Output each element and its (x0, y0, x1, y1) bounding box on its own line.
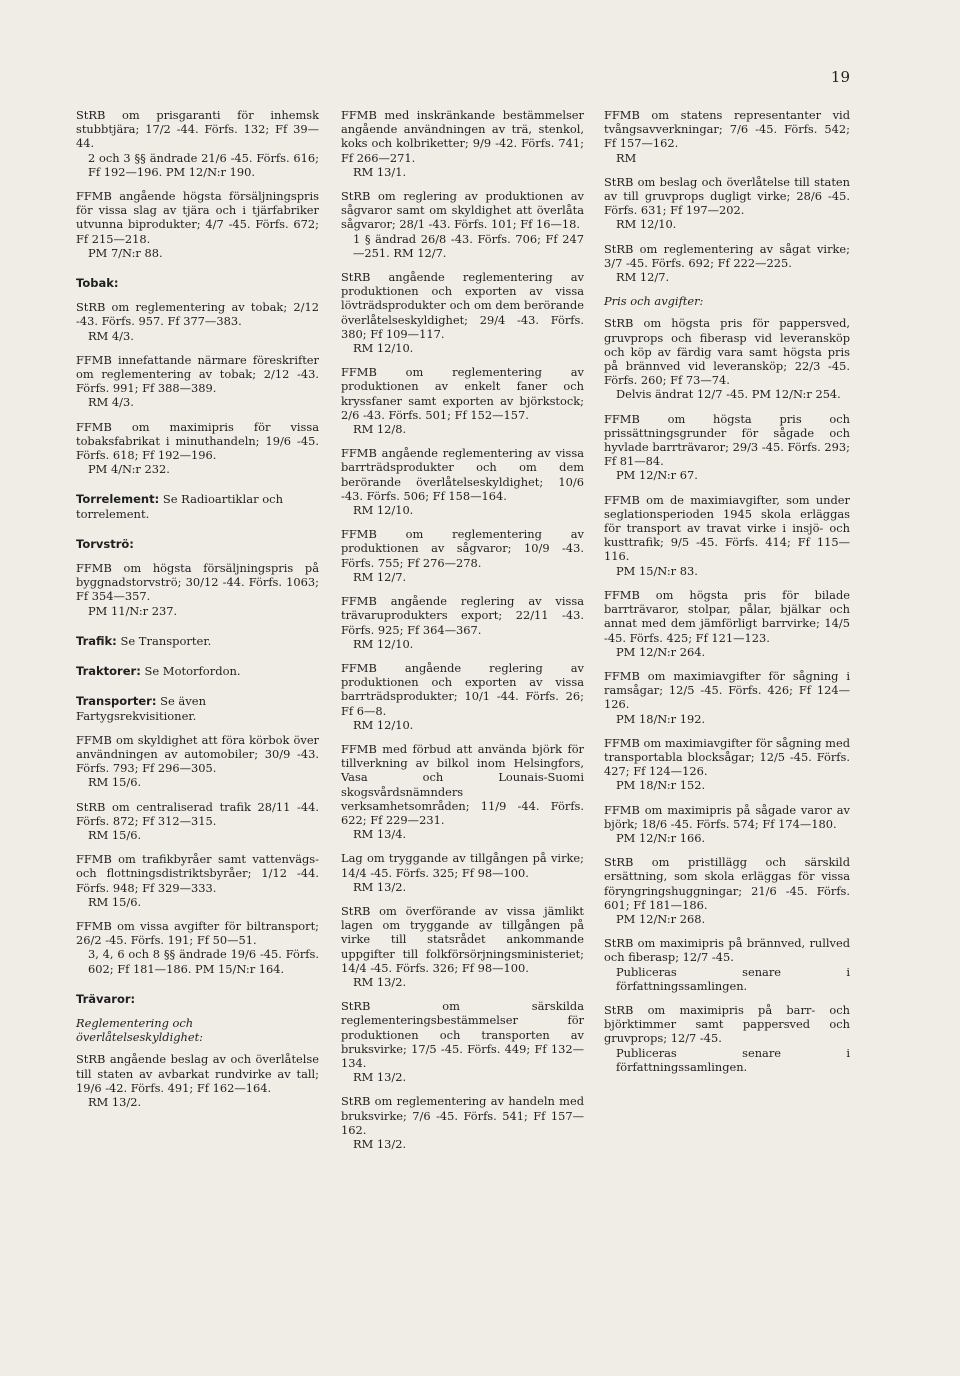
regulation-entry (341, 108, 584, 179)
heading-cross-reference: Se Transporter. (116, 633, 212, 648)
regulation-entry (604, 493, 850, 578)
entry-references: RM 12/10. (616, 217, 677, 232)
heading-cross-reference: Se även Fartygsrekvisitioner. (76, 694, 206, 723)
entry-references: PM 12/N:r 67. (616, 468, 698, 483)
regulation-entry (341, 1094, 584, 1151)
entry-text: FFMB om högsta pris och prissättningsgrunder för sågade och hyvlade barrträvaror; 29/3 -45. Förfs. 293; Ff 81—84. (604, 411, 850, 469)
entry-references: RM 12/10. (353, 717, 414, 732)
entry-text: StRB angående beslag av och överlåtelse till staten av avbarkat rundvirke av tall; 19/6 -42. Förfs. 491; Ff 162—164. (76, 1052, 319, 1095)
entry-text: StRB angående reglementering av produktionen och exporten av vissa lövträdsprodukter och om dem berörande överlåtelseskyldighet; 29/4 -43. Förfs. 380; Ff 109—117. (341, 270, 584, 341)
entry-text: FFMB angående högsta försäljningspris för vissa slag av tjära och i tjärfabriker utvunna biprodukter; 4/7 -45. Förfs. 672; Ff 215—218. (76, 189, 319, 246)
regulation-entry (76, 561, 319, 618)
entry-text: StRB om reglementering av tobak; 2/12 -43. Förfs. 957. Ff 377—383. (76, 300, 319, 329)
regulation-entry (604, 736, 850, 793)
regulation-entry (341, 851, 584, 894)
entry-references: PM 18/N:r 192. (616, 711, 706, 726)
entry-text: FFMB med inskränkande bestämmelser angående användningen av trä, stenkol, koks och kolbriketter; 9/9 -42. Förfs. 741; Ff 266—271. (341, 108, 584, 165)
regulation-entry (341, 270, 584, 355)
entry-references: PM 7/N:r 88. (88, 245, 163, 260)
entry-text: FFMB angående reglementering av vissa barrträdsprodukter och om dem berörande överlåtelseskyldighet; 10/6 -43. Förfs. 506; Ff 158—164. (341, 446, 584, 503)
entry-text: FFMB om högsta försäljningspris på byggnadstorvströ; 30/12 -44. Förfs. 1063; Ff 354—357. (76, 561, 319, 604)
entry-references: RM (616, 150, 637, 165)
entry-references: RM 12/10. (353, 341, 414, 356)
regulation-entry (604, 1003, 850, 1074)
entry-text: FFMB om de maximiavgifter, som under seglationsperioden 1945 skola erläggas för transport av travat virke i insjö- och kusttrafik; 9/5 -45. Förfs. 414; Ff 115—116. (604, 492, 850, 564)
entry-references: RM 15/6. (88, 827, 142, 842)
regulation-entry (604, 855, 850, 926)
entry-references: RM 12/10. (353, 503, 414, 518)
regulation-entry (76, 733, 319, 790)
section-heading (76, 492, 319, 520)
regulation-entry (604, 242, 850, 285)
heading-label: Tobak: (76, 276, 119, 291)
entry-references: PM 15/N:r 83. (616, 563, 698, 578)
entry-text: FFMB om skyldighet att föra körbok över användningen av automobiler; 30/9 -43. Förfs. 793; Ff 296—305. (76, 732, 319, 776)
entry-text: StRB om särskilda reglementeringsbestämmelser för produktionen och transporten av bruksvirke; 17/5 -45. Förfs. 449; Ff 132—134. (341, 999, 584, 1070)
entry-references: RM 13/2. (353, 974, 407, 989)
regulation-entry (341, 594, 584, 651)
entry-text: FFMB angående reglering av vissa trävaruprodukters export; 22/11 -43. Förfs. 925; Ff 364—367. (341, 594, 584, 637)
entry-references: RM 13/1. (353, 164, 407, 179)
page-number: 19 (830, 68, 850, 86)
regulation-entry (604, 803, 850, 846)
entry-references: PM 18/N:r 152. (616, 778, 706, 793)
entry-text: FFMB om trafikbyråer samt vattenvägs- och flottningsdistriktsbyråer; 1/12 -44. Förfs. 948; Ff 329—333. (76, 852, 319, 895)
regulation-entry (604, 936, 850, 993)
entry-references: RM 15/6. (88, 775, 142, 790)
entry-references: RM 12/7. (616, 270, 670, 285)
regulation-entry (341, 365, 584, 436)
column-2 (341, 108, 584, 1161)
regulation-entry (341, 446, 584, 517)
entry-references: RM 12/7. (353, 569, 407, 584)
section-heading (76, 664, 319, 678)
entry-text: FFMB om reglementering av produktionen av enkelt faner och kryssfaner samt exporten av björkstock; 2/6 -43. Förfs. 501; Ff 152—157. (341, 365, 584, 422)
subsection-heading: Reglementering och överlåtelseskyldighet: (76, 1015, 204, 1045)
section-heading (76, 276, 319, 290)
regulation-entry (604, 588, 850, 659)
column-3 (604, 108, 850, 1084)
section-heading (76, 634, 319, 648)
entry-references: PM 12/N:r 268. (616, 911, 706, 926)
heading-label: Transporter: (76, 694, 157, 709)
entry-references: PM 11/N:r 237. (88, 603, 178, 618)
entry-text: StRB om beslag och överlåtelse till staten av till gruvprops dugligt virke; 28/6 -45. Förfs. 631; Ff 197—202. (604, 174, 850, 218)
heading-label: Torrelement: (76, 492, 160, 507)
regulation-entry (341, 999, 584, 1084)
entry-text: StRB om prisgaranti för inhemsk stubbtjära; 17/2 -44. Förfs. 132; Ff 39—44. (76, 108, 319, 151)
regulation-entry (76, 189, 319, 260)
entry-references: RM 13/2. (353, 879, 407, 894)
regulation-entry (76, 353, 319, 410)
entry-references: RM 4/3. (88, 328, 134, 343)
regulation-entry (76, 300, 319, 343)
entry-text: FFMB angående reglering av produktionen och exporten av vissa barrträdsprodukter; 10/1 -44. Förfs. 26; Ff 6—8. (341, 660, 584, 718)
entry-text: FFMB om statens representanter vid tvångsavverkningar; 7/6 -45. Förfs. 542; Ff 157—162. (604, 108, 850, 151)
entry-references: Delvis ändrat 12/7 -45. PM 12/N:r 254. (616, 387, 841, 402)
entry-text: FFMB om maximiavgifter för sågning med transportabla blocksågar; 12/5 -45. Förfs. 427; Ff 124—126. (604, 735, 850, 779)
entry-references: RM 12/8. (353, 422, 407, 437)
entry-text: FFMB med förbud att använda björk för tillverkning av bilkol inom Helsingfors, Vasa och Lounais-Suomi skogsvårdsnämnders verksamhetsområden; 11/9 -44. Förfs. 622; Ff 229—231. (341, 741, 584, 827)
entry-references: PM 12/N:r 166. (616, 830, 706, 845)
entry-text: Lag om tryggande av tillgången på virke; 14/4 -45. Förfs. 325; Ff 98—100. (341, 851, 584, 880)
column-1 (76, 108, 319, 1119)
regulation-entry (76, 852, 319, 909)
regulation-entry (76, 800, 319, 843)
regulation-entry (604, 175, 850, 232)
entry-references: RM 13/2. (353, 1137, 407, 1151)
entry-text: FFMB innefattande närmare föreskrifter om reglementering av tobak; 2/12 -43. Förfs. 991; Ff 388—389. (76, 352, 319, 396)
regulation-entry (341, 904, 584, 989)
section-heading (76, 537, 319, 551)
section-heading (76, 694, 319, 722)
regulation-entry (341, 527, 584, 584)
entry-text: StRB om reglementering av sågat virke; 3/7 -45. Förfs. 692; Ff 222—225. (604, 241, 850, 270)
entry-text: FFMB om vissa avgifter för biltransport; 26/2 -45. Förfs. 191; Ff 50—51. (76, 918, 319, 948)
entry-references: RM 13/4. (353, 827, 407, 842)
entry-references: RM 12/10. (353, 636, 414, 651)
regulation-entry (76, 420, 319, 477)
heading-cross-reference: Se Radioartiklar och torrelement. (76, 492, 283, 521)
entry-text: FFMB om maximipris på sågade varor av björk; 18/6 -45. Förfs. 574; Ff 174—180. (604, 802, 850, 831)
entry-references: PM 12/N:r 264. (616, 644, 706, 659)
heading-label: Traktorer: (76, 664, 141, 679)
entry-text: FFMB om högsta pris för bilade barrträvaror, stolpar, pålar, bjälkar och annat med dem jämförligt barrvirke; 14/5 -45. Förfs. 425; Ff 121—123. (604, 587, 850, 645)
entry-references: 3, 4, 6 och 8 §§ ändrade 19/6 -45. Förfs. 602; Ff 181—186. PM 15/N:r 164. (88, 947, 319, 976)
entry-text: StRB om överförande av vissa jämlikt lagen om tryggande av tillgången på virke till statsrådet ankommande uppgifter till folkförsörjningsministeriet; 14/4 -45. Förfs. 326; Ff 98—100. (341, 903, 584, 975)
entry-references: 1 § ändrad 26/8 -43. Förfs. 706; Ff 247—251. RM 12/7. (353, 231, 584, 260)
entry-text: FFMB om maximiavgifter för sågning i ramsågar; 12/5 -45. Förfs. 426; Ff 124—126. (604, 668, 850, 712)
entry-references: RM 13/2. (88, 1094, 142, 1109)
entry-text: StRB om reglementering av handeln med bruksvirke; 7/6 -45. Förfs. 541; Ff 157—162. (341, 1094, 584, 1137)
entry-references: PM 4/N:r 232. (88, 462, 170, 477)
regulation-entry (341, 742, 584, 841)
entry-references: 2 och 3 §§ ändrade 21/6 -45. Förfs. 616; Ff 192—196. PM 12/N:r 190. (88, 150, 319, 179)
regulation-entry (76, 108, 319, 179)
entry-text: FFMB om maximipris för vissa tobaksfabrikat i minuthandeln; 19/6 -45. Förfs. 618; Ff 192—196. (76, 419, 319, 463)
regulation-entry (76, 919, 319, 976)
section-heading (76, 992, 319, 1006)
regulation-entry (76, 1052, 319, 1109)
subsection-heading: Pris och avgifter: (604, 294, 704, 309)
regulation-entry (341, 189, 584, 260)
entry-text: FFMB om reglementering av produktionen av sågvaror; 10/9 -43. Förfs. 755; Ff 276—278. (341, 527, 584, 570)
heading-label: Torvströ: (76, 536, 134, 551)
regulation-entry (604, 412, 850, 483)
entry-references: Publiceras senare i författningssamlingen. (616, 1045, 850, 1074)
regulation-entry (604, 316, 850, 401)
entry-text: StRB om högsta pris för pappersved, gruvprops och fiberasp vid leveransköp och köp av färdig vara samt högsta pris på brännved vid leveransköp; 22/3 -45. Förfs. 260; Ff 73—74. (604, 316, 850, 388)
regulation-entry (604, 108, 850, 165)
entry-references: Publiceras senare i författningssamlingen. (616, 964, 850, 993)
heading-cross-reference: Se Motorfordon. (140, 664, 241, 679)
entry-text: StRB om pristillägg och särskild ersättning, som skola erläggas för vissa föryngringshuggningar; 21/6 -45. Förfs. 601; Ff 181—186. (604, 855, 850, 912)
entry-references: RM 4/3. (88, 395, 134, 410)
heading-label: Trävaror: (76, 991, 136, 1006)
entry-references: RM 15/6. (88, 894, 142, 909)
heading-label: Trafik: (76, 633, 117, 648)
entry-references: RM 13/2. (353, 1070, 407, 1085)
entry-text: StRB om maximipris på brännved, rullved och fiberasp; 12/7 -45. (604, 936, 850, 965)
regulation-entry (604, 669, 850, 726)
entry-text: StRB om centraliserad trafik 28/11 -44. Förfs. 872; Ff 312—315. (76, 799, 319, 828)
entry-text: StRB om maximipris på barr- och björktimmer samt pappersved och gruvprops; 12/7 -45. (604, 1002, 850, 1046)
regulation-entry (341, 661, 584, 732)
entry-text: StRB om reglering av produktionen av sågvaror samt om skyldighet att överlåta sågvaror; 28/1 -43. Förfs. 101; Ff 16—18. (341, 189, 584, 232)
